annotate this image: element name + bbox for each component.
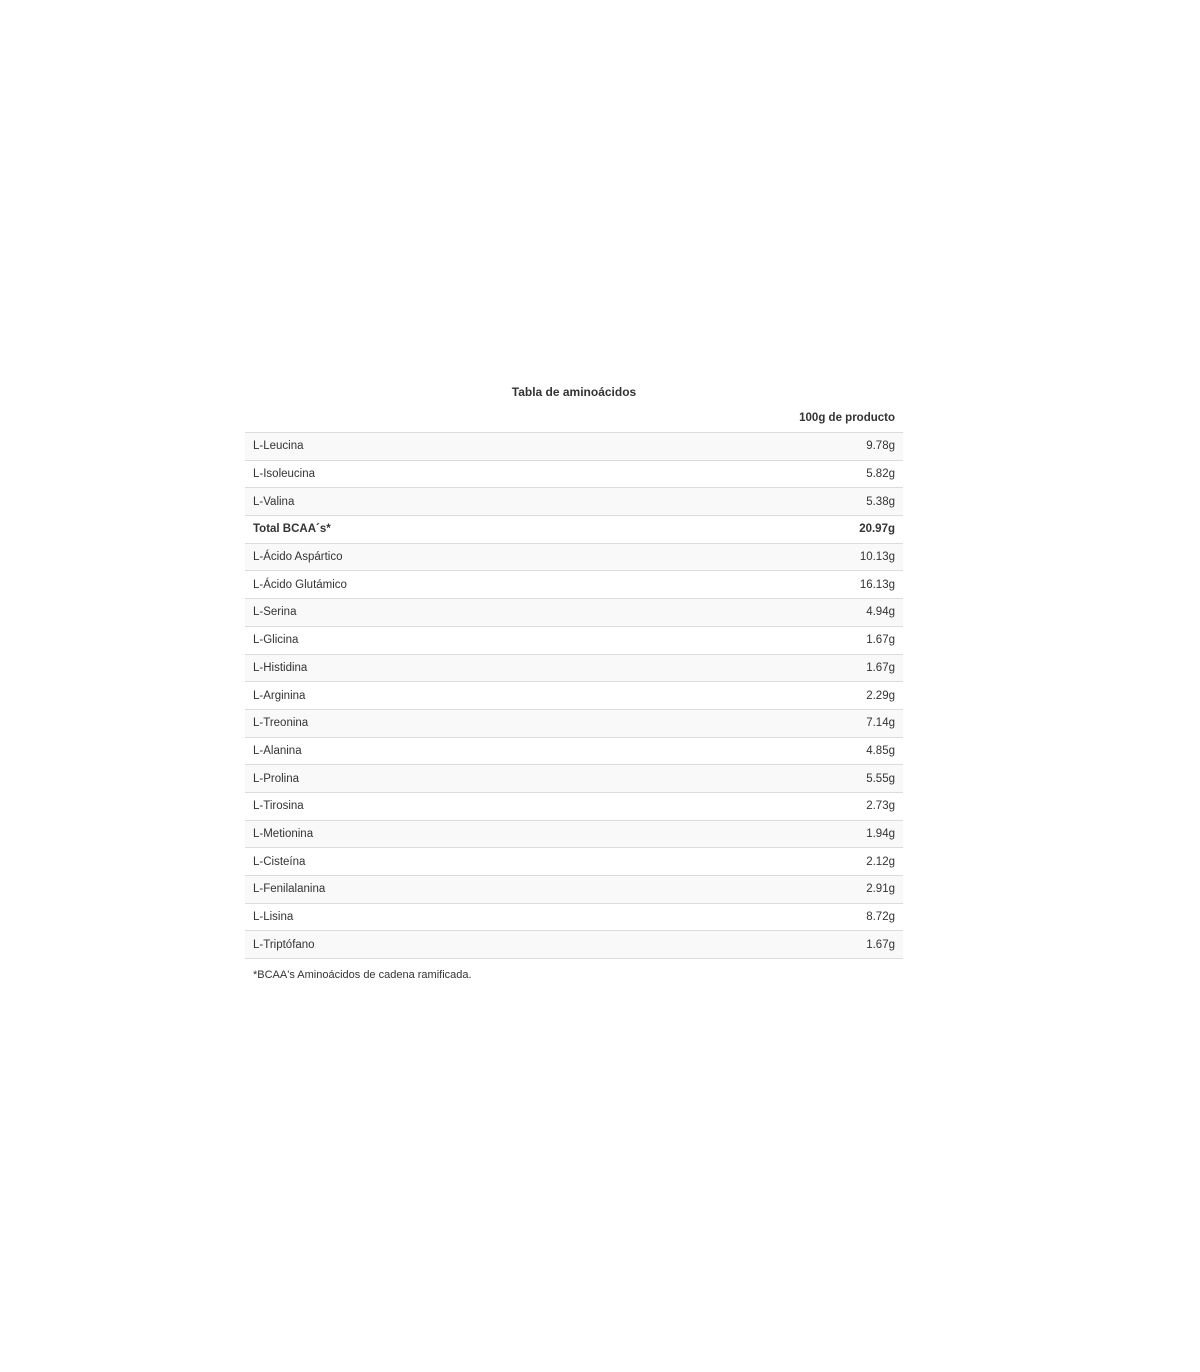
amino-acid-value: 5.82g [866,468,895,481]
amino-acid-name: L-Ácido Aspártico [253,551,343,564]
amino-acid-name: L-Cisteína [253,855,306,868]
amino-acid-value: 2.12g [866,855,895,868]
table-row [245,848,903,876]
table-row [245,710,903,738]
amino-acid-value: 2.91g [866,883,895,896]
amino-acid-name: L-Ácido Glutámico [253,578,347,591]
amino-acid-name: L-Glicina [253,634,299,647]
table-row [245,738,903,766]
table-row [245,516,903,544]
table-row [245,821,903,849]
amino-acid-value: 8.72g [866,911,895,924]
amino-acid-name: L-Valina [253,495,295,508]
footnote: *BCAA's Aminoácidos de cadena ramificada. [253,969,472,982]
amino-acid-table [245,380,903,985]
amino-acid-name: L-Alanina [253,744,302,757]
amino-acid-value: 2.29g [866,689,895,702]
amino-acid-value: 5.38g [866,495,895,508]
amino-acid-name: L-Fenilalanina [253,883,326,896]
amino-acid-name: L-Arginina [253,689,306,702]
table-row [245,544,903,572]
column-header: 100g de producto [799,412,895,424]
table-row [245,931,903,959]
table-row [245,461,903,489]
table-row [245,904,903,932]
table-row [245,765,903,793]
amino-acid-value: 1.67g [866,634,895,647]
amino-acid-name: L-Leucina [253,440,304,453]
amino-acid-value: 4.85g [866,744,895,757]
amino-acid-name: L-Serina [253,606,297,619]
table-row [245,793,903,821]
amino-acid-name: L-Histidina [253,661,308,674]
table-row [245,488,903,516]
table-row [245,682,903,710]
amino-acid-value: 20.97g [859,523,895,536]
table-body [245,433,903,959]
table-row [245,876,903,904]
table-title: Tabla de aminoácidos [511,385,637,399]
amino-acid-value: 2.73g [866,800,895,813]
amino-acid-value: 1.94g [866,827,895,840]
amino-acid-value: 16.13g [859,578,895,591]
table-row [245,627,903,655]
amino-acid-name: L-Triptófano [253,938,315,951]
table-row [245,655,903,683]
amino-acid-value: 9.78g [866,440,895,453]
amino-acid-value: 7.14g [866,717,895,730]
amino-acid-name: Total BCAA´s* [253,523,331,536]
amino-acid-name: L-Metionina [253,827,314,840]
amino-acid-value: 4.94g [866,606,895,619]
amino-acid-value: 5.55g [866,772,895,785]
amino-acid-value: 1.67g [866,661,895,674]
amino-acid-name: L-Prolina [253,772,300,785]
amino-acid-name: L-Isoleucina [253,468,316,481]
amino-acid-name: L-Tirosina [253,800,304,813]
table-row [245,599,903,627]
table-row [245,433,903,461]
amino-acid-value: 10.13g [859,551,895,564]
amino-acid-name: L-Lisina [253,911,294,924]
amino-acid-value: 1.67g [866,938,895,951]
amino-acid-name: L-Treonina [253,717,309,730]
table-row [245,571,903,599]
table-header [245,404,903,433]
